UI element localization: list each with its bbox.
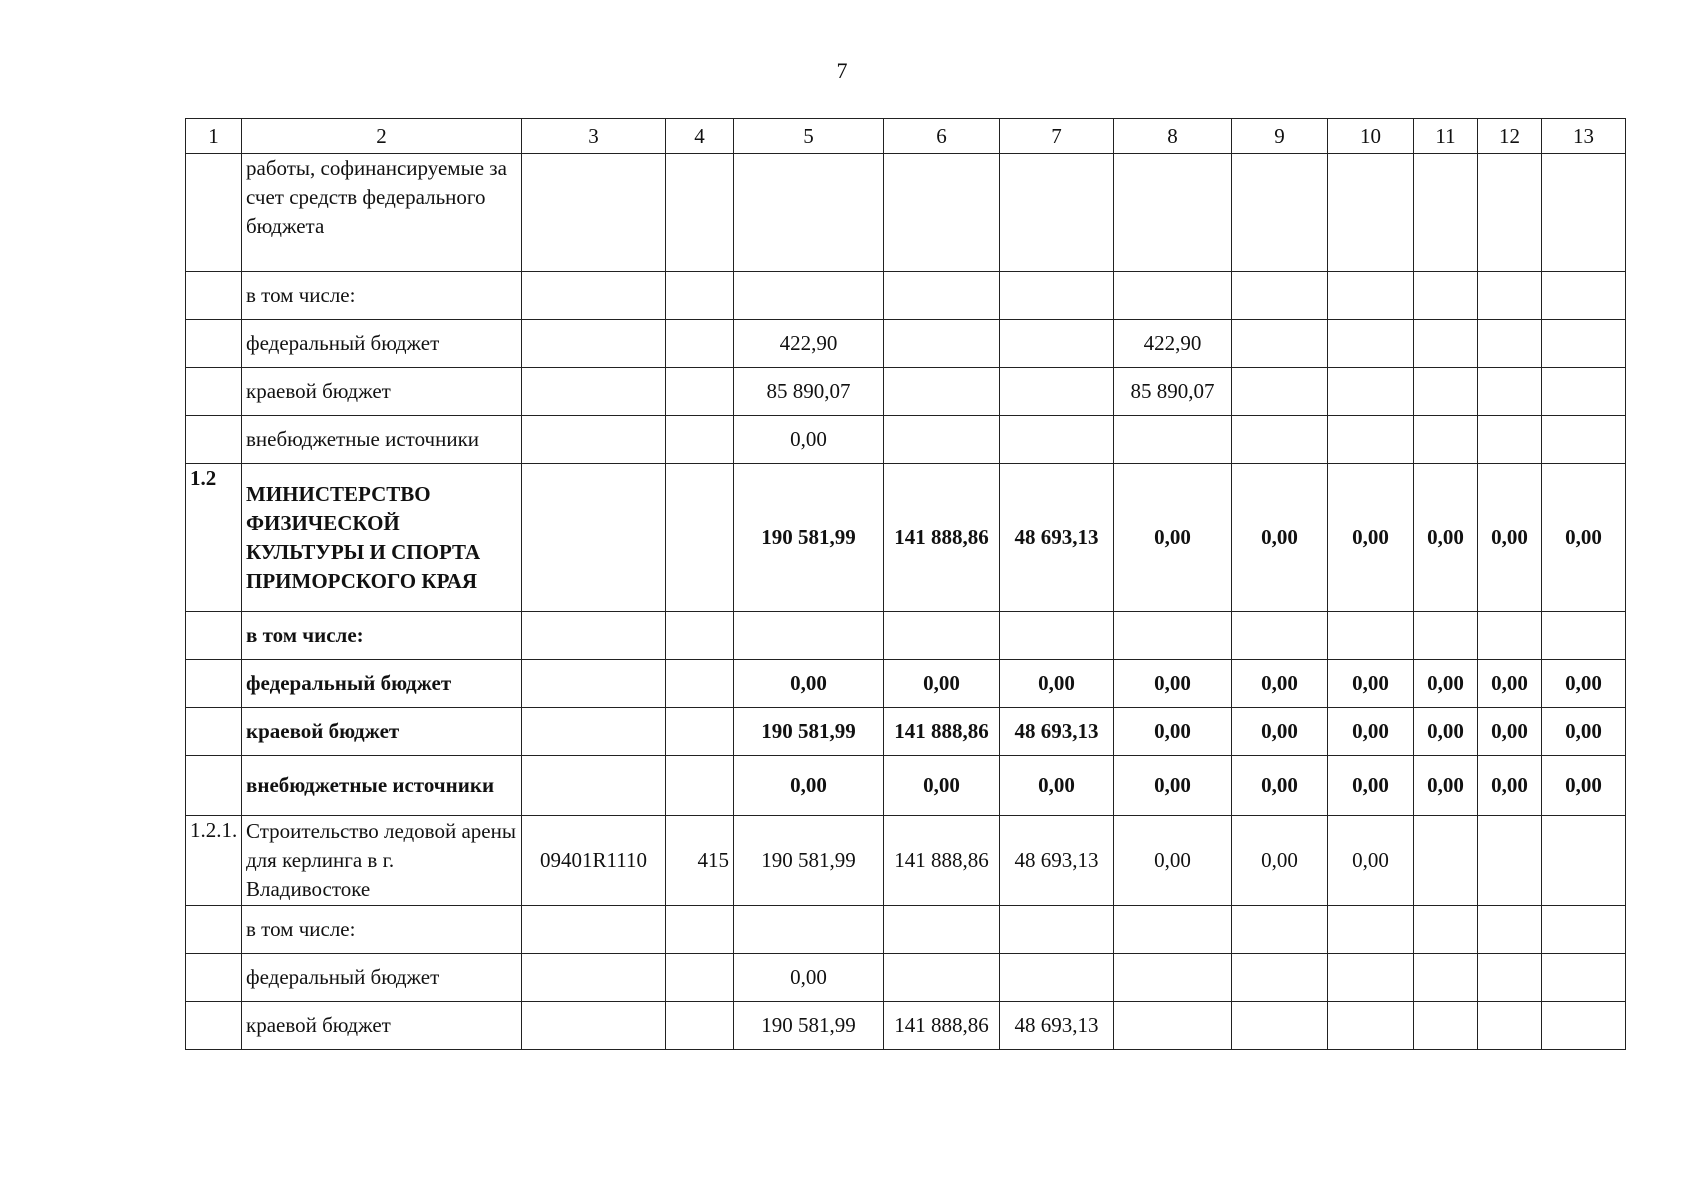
target-article-code-cell	[522, 272, 666, 320]
amount-cell-col-10	[1328, 954, 1414, 1002]
amount-cell-col-11	[1414, 272, 1478, 320]
column-number: 12	[1478, 119, 1542, 154]
amount-cell-col-6	[884, 416, 1000, 464]
amount-cell-col-6	[884, 154, 1000, 272]
column-number: 8	[1114, 119, 1232, 154]
target-article-code-cell	[522, 154, 666, 272]
target-article-code-cell	[522, 416, 666, 464]
amount-cell-col-13	[1542, 906, 1626, 954]
expense-type-code-cell	[666, 464, 734, 612]
expense-type-code-cell	[666, 154, 734, 272]
column-number-header-row	[186, 119, 1626, 154]
column-number: 3	[522, 119, 666, 154]
amount-cell-col-6	[884, 612, 1000, 660]
amount-cell-col-5: 190 581,99	[734, 816, 884, 906]
amount-cell-col-10: 0,00	[1328, 660, 1414, 708]
amount-cell-col-7	[1000, 906, 1114, 954]
table-row	[186, 954, 1626, 1002]
amount-cell-col-12: 0,00	[1478, 708, 1542, 756]
table-row	[186, 368, 1626, 416]
amount-cell-col-12	[1478, 954, 1542, 1002]
amount-cell-col-12	[1478, 816, 1542, 906]
amount-cell-col-7: 0,00	[1000, 756, 1114, 816]
column-number: 5	[734, 119, 884, 154]
table-row	[186, 756, 1626, 816]
row-number-cell	[186, 154, 242, 272]
target-article-code-cell	[522, 464, 666, 612]
amount-cell-col-9	[1232, 368, 1328, 416]
column-number: 10	[1328, 119, 1414, 154]
amount-cell-col-12	[1478, 368, 1542, 416]
row-number-cell	[186, 756, 242, 816]
row-label-cell: федеральный бюджет	[242, 660, 522, 708]
amount-cell-col-8: 0,00	[1114, 816, 1232, 906]
amount-cell-col-6: 141 888,86	[884, 464, 1000, 612]
amount-cell-col-6: 141 888,86	[884, 1002, 1000, 1050]
amount-cell-col-13: 0,00	[1542, 756, 1626, 816]
amount-cell-col-10	[1328, 272, 1414, 320]
amount-cell-col-10: 0,00	[1328, 708, 1414, 756]
target-article-code-cell	[522, 708, 666, 756]
amount-cell-col-9	[1232, 906, 1328, 954]
amount-cell-col-13	[1542, 320, 1626, 368]
amount-cell-col-13: 0,00	[1542, 464, 1626, 612]
expense-type-code-cell	[666, 1002, 734, 1050]
row-label-cell: федеральный бюджет	[242, 954, 522, 1002]
amount-cell-col-8: 85 890,07	[1114, 368, 1232, 416]
amount-cell-col-5: 190 581,99	[734, 708, 884, 756]
target-article-code-cell	[522, 660, 666, 708]
target-article-code-cell	[522, 954, 666, 1002]
row-label-cell: в том числе:	[242, 272, 522, 320]
row-label-cell: в том числе:	[242, 906, 522, 954]
amount-cell-col-11	[1414, 154, 1478, 272]
amount-cell-col-11: 0,00	[1414, 756, 1478, 816]
amount-cell-col-9	[1232, 320, 1328, 368]
row-label-cell: МИНИСТЕРСТВО ФИЗИЧЕСКОЙ КУЛЬТУРЫ И СПОРТА ПРИМОРСКОГО КРАЯ	[242, 464, 522, 612]
amount-cell-col-13	[1542, 368, 1626, 416]
amount-cell-col-7: 48 693,13	[1000, 464, 1114, 612]
amount-cell-col-7: 48 693,13	[1000, 816, 1114, 906]
amount-cell-col-8	[1114, 1002, 1232, 1050]
row-label-cell: федеральный бюджет	[242, 320, 522, 368]
column-number: 1	[186, 119, 242, 154]
row-number-cell	[186, 416, 242, 464]
amount-cell-col-12	[1478, 1002, 1542, 1050]
row-label-cell: работы, софинансируемые за счет средств федерального бюджета	[242, 154, 522, 272]
amount-cell-col-9	[1232, 416, 1328, 464]
amount-cell-col-12	[1478, 612, 1542, 660]
column-number: 6	[884, 119, 1000, 154]
expense-type-code-cell	[666, 660, 734, 708]
amount-cell-col-11	[1414, 368, 1478, 416]
target-article-code-cell	[522, 1002, 666, 1050]
target-article-code-cell: 09401R1110	[522, 816, 666, 906]
amount-cell-col-10	[1328, 906, 1414, 954]
column-number: 9	[1232, 119, 1328, 154]
row-number-cell	[186, 368, 242, 416]
target-article-code-cell	[522, 368, 666, 416]
table-row	[186, 906, 1626, 954]
target-article-code-cell	[522, 756, 666, 816]
table-row	[186, 1002, 1626, 1050]
amount-cell-col-7	[1000, 612, 1114, 660]
expense-type-code-cell	[666, 272, 734, 320]
amount-cell-col-8: 0,00	[1114, 708, 1232, 756]
amount-cell-col-11	[1414, 954, 1478, 1002]
amount-cell-col-9	[1232, 954, 1328, 1002]
budget-table	[185, 118, 1626, 1050]
amount-cell-col-7	[1000, 416, 1114, 464]
column-number: 13	[1542, 119, 1626, 154]
amount-cell-col-10: 0,00	[1328, 816, 1414, 906]
amount-cell-col-5: 0,00	[734, 954, 884, 1002]
amount-cell-col-6: 141 888,86	[884, 816, 1000, 906]
amount-cell-col-6	[884, 320, 1000, 368]
column-number: 7	[1000, 119, 1114, 154]
amount-cell-col-10: 0,00	[1328, 756, 1414, 816]
target-article-code-cell	[522, 320, 666, 368]
amount-cell-col-5	[734, 612, 884, 660]
amount-cell-col-8: 422,90	[1114, 320, 1232, 368]
expense-type-code-cell	[666, 320, 734, 368]
amount-cell-col-6	[884, 954, 1000, 1002]
amount-cell-col-6: 141 888,86	[884, 708, 1000, 756]
row-number-cell	[186, 906, 242, 954]
amount-cell-col-8: 0,00	[1114, 660, 1232, 708]
table-row	[186, 464, 1626, 612]
row-number-cell	[186, 272, 242, 320]
amount-cell-col-9: 0,00	[1232, 756, 1328, 816]
amount-cell-col-7	[1000, 368, 1114, 416]
amount-cell-col-13	[1542, 154, 1626, 272]
amount-cell-col-12	[1478, 320, 1542, 368]
table-row	[186, 708, 1626, 756]
amount-cell-col-11	[1414, 1002, 1478, 1050]
amount-cell-col-10: 0,00	[1328, 464, 1414, 612]
row-number-cell	[186, 954, 242, 1002]
amount-cell-col-12: 0,00	[1478, 464, 1542, 612]
amount-cell-col-7	[1000, 272, 1114, 320]
row-number-cell	[186, 708, 242, 756]
amount-cell-col-9: 0,00	[1232, 464, 1328, 612]
amount-cell-col-11: 0,00	[1414, 708, 1478, 756]
amount-cell-col-13	[1542, 816, 1626, 906]
amount-cell-col-9: 0,00	[1232, 816, 1328, 906]
amount-cell-col-8: 0,00	[1114, 464, 1232, 612]
amount-cell-col-6	[884, 906, 1000, 954]
expense-type-code-cell: 415	[666, 816, 734, 906]
amount-cell-col-10	[1328, 612, 1414, 660]
table-row	[186, 660, 1626, 708]
row-label-cell: краевой бюджет	[242, 368, 522, 416]
amount-cell-col-10	[1328, 416, 1414, 464]
target-article-code-cell	[522, 906, 666, 954]
amount-cell-col-13	[1542, 612, 1626, 660]
amount-cell-col-7: 48 693,13	[1000, 1002, 1114, 1050]
amount-cell-col-12: 0,00	[1478, 756, 1542, 816]
amount-cell-col-7	[1000, 320, 1114, 368]
amount-cell-col-9	[1232, 154, 1328, 272]
row-label-cell: внебюджетные источники	[242, 756, 522, 816]
expense-type-code-cell	[666, 906, 734, 954]
amount-cell-col-5	[734, 154, 884, 272]
row-number-cell	[186, 320, 242, 368]
amount-cell-col-8	[1114, 272, 1232, 320]
amount-cell-col-5: 0,00	[734, 660, 884, 708]
amount-cell-col-10	[1328, 1002, 1414, 1050]
table-row	[186, 154, 1626, 272]
amount-cell-col-5: 0,00	[734, 756, 884, 816]
amount-cell-col-6: 0,00	[884, 756, 1000, 816]
expense-type-code-cell	[666, 756, 734, 816]
amount-cell-col-9	[1232, 1002, 1328, 1050]
table-row	[186, 816, 1626, 906]
target-article-code-cell	[522, 612, 666, 660]
amount-cell-col-5: 190 581,99	[734, 1002, 884, 1050]
amount-cell-col-8	[1114, 416, 1232, 464]
row-number-cell: 1.2	[186, 464, 242, 612]
expense-type-code-cell	[666, 368, 734, 416]
amount-cell-col-6	[884, 368, 1000, 416]
amount-cell-col-5: 85 890,07	[734, 368, 884, 416]
amount-cell-col-5	[734, 272, 884, 320]
amount-cell-col-8	[1114, 954, 1232, 1002]
amount-cell-col-12	[1478, 272, 1542, 320]
amount-cell-col-6: 0,00	[884, 660, 1000, 708]
amount-cell-col-12	[1478, 154, 1542, 272]
row-label-cell: внебюджетные источники	[242, 416, 522, 464]
amount-cell-col-5: 0,00	[734, 416, 884, 464]
table-row	[186, 272, 1626, 320]
amount-cell-col-13: 0,00	[1542, 660, 1626, 708]
row-label-cell: краевой бюджет	[242, 708, 522, 756]
amount-cell-col-12	[1478, 906, 1542, 954]
row-number-cell	[186, 660, 242, 708]
amount-cell-col-13: 0,00	[1542, 708, 1626, 756]
amount-cell-col-7	[1000, 954, 1114, 1002]
amount-cell-col-5: 422,90	[734, 320, 884, 368]
amount-cell-col-8	[1114, 154, 1232, 272]
expense-type-code-cell	[666, 612, 734, 660]
amount-cell-col-10	[1328, 154, 1414, 272]
amount-cell-col-11: 0,00	[1414, 464, 1478, 612]
row-number-cell: 1.2.1.	[186, 816, 242, 906]
row-label-cell: краевой бюджет	[242, 1002, 522, 1050]
column-number: 2	[242, 119, 522, 154]
row-label-cell: в том числе:	[242, 612, 522, 660]
amount-cell-col-9	[1232, 612, 1328, 660]
amount-cell-col-5: 190 581,99	[734, 464, 884, 612]
table-row	[186, 416, 1626, 464]
expense-type-code-cell	[666, 954, 734, 1002]
amount-cell-col-6	[884, 272, 1000, 320]
amount-cell-col-13	[1542, 416, 1626, 464]
expense-type-code-cell	[666, 416, 734, 464]
amount-cell-col-11	[1414, 816, 1478, 906]
amount-cell-col-12: 0,00	[1478, 660, 1542, 708]
row-number-cell	[186, 1002, 242, 1050]
amount-cell-col-11	[1414, 612, 1478, 660]
amount-cell-col-12	[1478, 416, 1542, 464]
amount-cell-col-11: 0,00	[1414, 660, 1478, 708]
amount-cell-col-11	[1414, 416, 1478, 464]
amount-cell-col-7	[1000, 154, 1114, 272]
amount-cell-col-8	[1114, 612, 1232, 660]
amount-cell-col-10	[1328, 368, 1414, 416]
amount-cell-col-11	[1414, 906, 1478, 954]
amount-cell-col-9: 0,00	[1232, 708, 1328, 756]
amount-cell-col-7: 48 693,13	[1000, 708, 1114, 756]
amount-cell-col-13	[1542, 1002, 1626, 1050]
amount-cell-col-13	[1542, 272, 1626, 320]
amount-cell-col-5	[734, 906, 884, 954]
row-label-cell: Строительство ледовой арены для керлинга в г. Владивостоке	[242, 816, 522, 906]
amount-cell-col-7: 0,00	[1000, 660, 1114, 708]
expense-type-code-cell	[666, 708, 734, 756]
amount-cell-col-9	[1232, 272, 1328, 320]
column-number: 11	[1414, 119, 1478, 154]
page-number: 7	[836, 58, 848, 83]
amount-cell-col-8	[1114, 906, 1232, 954]
amount-cell-col-8: 0,00	[1114, 756, 1232, 816]
table-row	[186, 612, 1626, 660]
amount-cell-col-9: 0,00	[1232, 660, 1328, 708]
amount-cell-col-10	[1328, 320, 1414, 368]
column-number: 4	[666, 119, 734, 154]
amount-cell-col-11	[1414, 320, 1478, 368]
row-number-cell	[186, 612, 242, 660]
table-row	[186, 320, 1626, 368]
amount-cell-col-13	[1542, 954, 1626, 1002]
